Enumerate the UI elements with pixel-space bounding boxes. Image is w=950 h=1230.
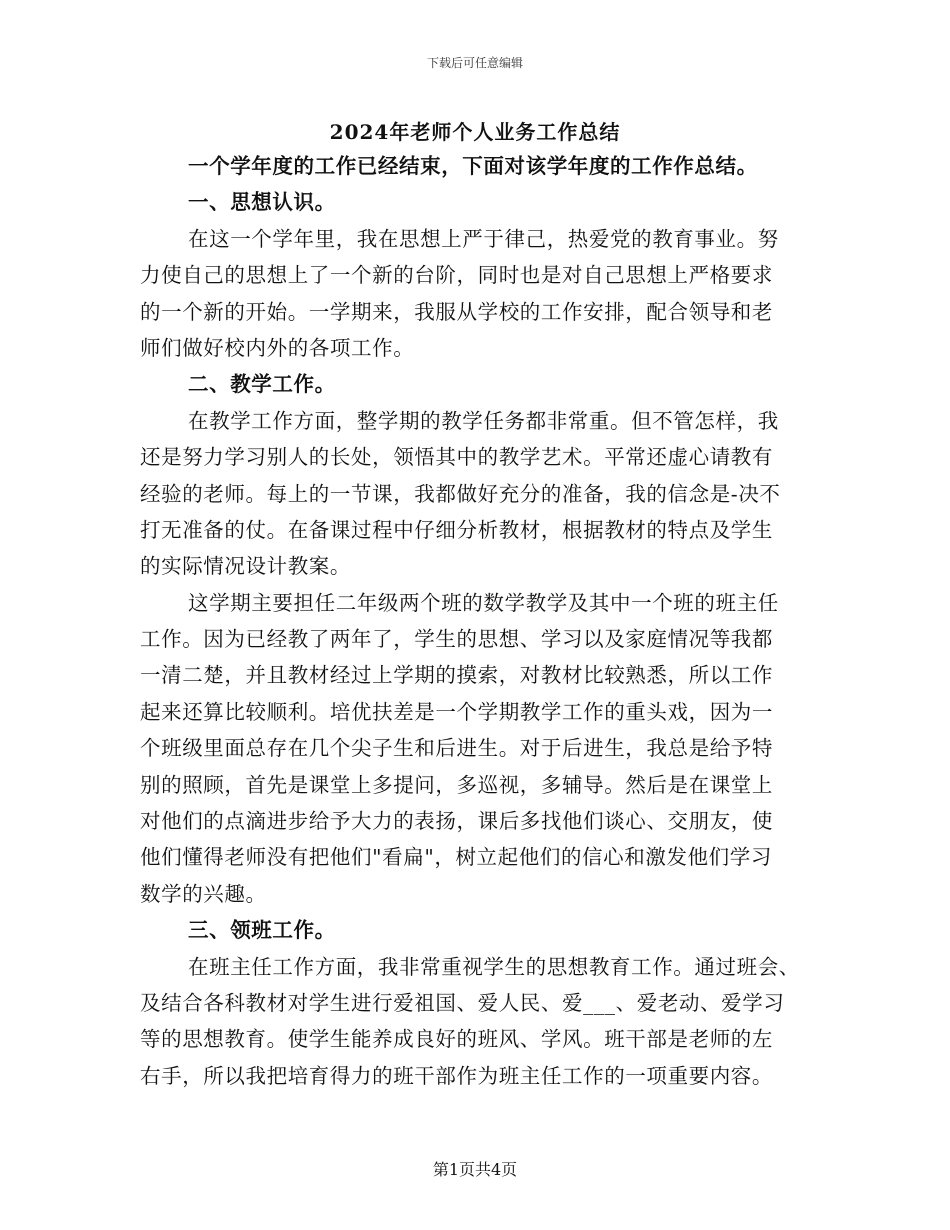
paragraph-line: 师们做好校内外的各项工作。 — [140, 335, 415, 360]
section-heading: 一、思想认识。 — [188, 190, 336, 215]
section-heading: 二、教学工作。 — [188, 372, 336, 397]
paragraph-line: 等的思想教育。使学生能养成良好的班风、学风。班干部是老师的左 — [140, 1027, 773, 1052]
paragraph-line: 这学期主要担任二年级两个班的数学教学及其中一个班的班主任 — [188, 590, 779, 615]
paragraph-line: 经验的老师。每上的一节课，我都做好充分的准备，我的信念是-决不 — [140, 481, 781, 506]
paragraph-line: 个班级里面总存在几个尖子生和后进生。对于后进生，我总是给予特 — [140, 736, 773, 761]
paragraph-line: 及结合各科教材对学生进行爱祖国、爱人民、爱___、爱老动、爱学习 — [140, 990, 785, 1015]
document-title: 2024年老师个人业务工作总结 — [329, 120, 621, 144]
paragraph-line: 他们懂得老师没有把他们"看扁"，树立起他们的信心和激发他们学习 — [140, 845, 772, 870]
paragraph-line: 的实际情况设计教案。 — [140, 554, 351, 579]
header-note: 下载后可任意编辑 — [426, 56, 523, 70]
paragraph-line: 起来还算比较顺利。培优扶差是一个学期教学工作的重头戏，因为一 — [140, 699, 773, 724]
paragraph-line: 在班主任工作方面，我非常重视学生的思想教育工作。通过班会、 — [188, 954, 800, 979]
paragraph-line: 右手，所以我把培育得力的班干部作为班主任工作的一项重要内容。 — [140, 1063, 773, 1088]
paragraph-line: 在教学工作方面，整学期的教学任务都非常重。但不管怎样，我 — [188, 408, 779, 433]
paragraph-line: 力使自己的思想上了一个新的台阶，同时也是对自己思想上严格要求 — [140, 263, 773, 288]
paragraph-line: 的一个新的开始。一学期来，我服从学校的工作安排，配合领导和老 — [140, 299, 773, 324]
paragraph-line: 数学的兴趣。 — [140, 881, 267, 906]
paragraph-line: 工作。因为已经教了两年了，学生的思想、学习以及家庭情况等我都 — [140, 627, 773, 652]
page-number: 第1页共4页 — [432, 1160, 518, 1179]
paragraph-line: 打无准备的仗。在备课过程中仔细分析教材，根据教材的特点及学生 — [140, 517, 773, 542]
paragraph-line: 对他们的点滴进步给予大力的表扬，课后多找他们谈心、交朋友，使 — [140, 809, 773, 834]
paragraph-line: 在这一个学年里，我在思想上严于律己，热爱党的教育事业。努 — [188, 226, 779, 251]
paragraph-line: 一清二楚，并且教材经过上学期的摸索，对教材比较熟悉，所以工作 — [140, 663, 773, 688]
paragraph-line: 别的照顾，首先是课堂上多提问，多巡视，多辅导。然后是在课堂上 — [140, 772, 773, 797]
intro-line: 一个学年度的工作已经结束，下面对该学年度的工作作总结。 — [188, 154, 758, 178]
paragraph-line: 还是努力学习别人的长处，领悟其中的教学艺术。平常还虚心请教有 — [140, 445, 773, 470]
section-heading: 三、领班工作。 — [188, 918, 336, 943]
document-body — [140, 148, 812, 1094]
